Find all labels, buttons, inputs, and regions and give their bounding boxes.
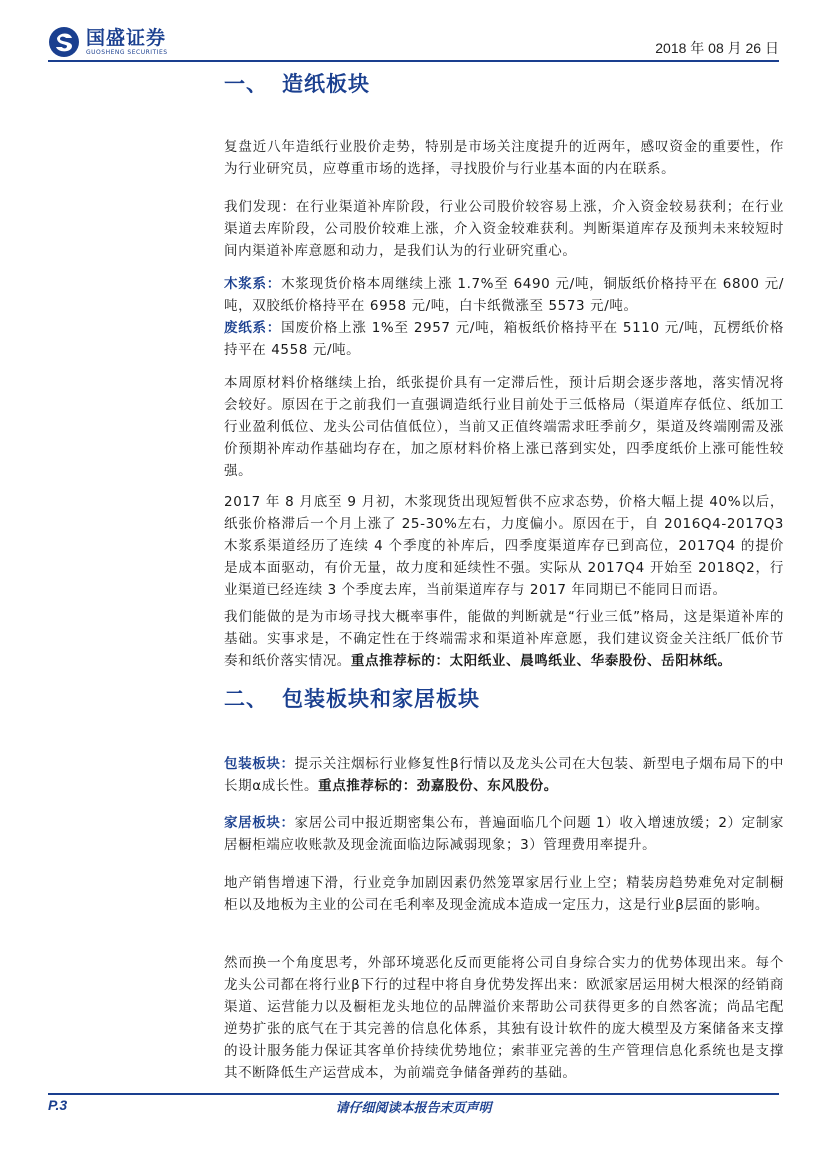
paragraph-packaging [224, 753, 784, 797]
section-2-number: 二、 [224, 687, 268, 711]
paragraph: 本周原材料价格继续上抬，纸张提价具有一定滞后性，预计后期会逐步落地，落实情况将会较好。原因在于之前我们一直强调造纸行业目前处于三低格局（渠道库存低位、纸加工行业盈利低位、龙头公司估值低位），当前又正值终端需求旺季前夕，渠道及终端刚需及涨价预期补库动作基础均存在，加之原材料价格上涨已落到实处，四季度纸价上涨可能性较强。 [224, 375, 784, 479]
paragraph: 地产销售增速下滑，行业竞争加剧因素仍然笼罩家居行业上空；精装房趋势难免对定制橱柜以及地板为主业的公司在毛利率及现金流成本造成一定压力，这是行业β层面的影响。 [224, 875, 784, 913]
waste-paper-text: 国废价格上涨 1%至 2957 元/吨，箱板纸价格持平在 5110 元/吨，瓦楞纸价格持平在 4558 元/吨。 [224, 320, 784, 358]
header-divider [48, 60, 779, 62]
logo-en-text: GUOSHENG SECURITIES [86, 49, 168, 56]
guosheng-logo-icon [48, 26, 80, 58]
paragraph: 我们发现：在行业渠道补库阶段，行业公司股价较容易上涨，介入资金较易获利；在行业渠道去库阶段，公司股价较难上涨，介入资金较难获利。判断渠道库存及预判未来较短时间内渠道补库意愿和动力，是我们认为的行业研究重心。 [224, 199, 784, 259]
company-logo [48, 26, 168, 58]
disclaimer-note: 请仔细阅读本报告末页声明 [335, 1101, 492, 1116]
footer-divider [48, 1093, 779, 1095]
waste-paper-lead: 废纸系： [224, 320, 282, 336]
logo-text: 国盛证券 [86, 27, 167, 49]
packaging-text: 提示关注烟标行业修复性β行情以及龙头公司在大包装、新型电子烟布局下的中长期α成长性。 [224, 756, 785, 794]
home-text: 家居公司中报近期密集公布，普遍面临几个问题 1）收入增速放缓；2）定制家居橱柜端应收账款及现金流面临边际减弱现象；3）管理费用率提升。 [224, 815, 784, 853]
packaging-lead: 包装板块： [224, 756, 295, 772]
paragraph: 复盘近八年造纸行业股价走势，特别是市场关注度提升的近两年，感叹资金的重要性，作为行业研究员，应尊重市场的选择，寻找股价与行业基本面的内在联系。 [224, 139, 784, 177]
section-1-heading: 造纸板块 [282, 72, 370, 96]
recommend-stocks: 重点推荐标的：太阳纸业、晨鸣纸业、华泰股份、岳阳林纸。 [350, 653, 732, 669]
home-lead: 家居板块： [224, 815, 295, 831]
report-date: 2018 年 08 月 26 日 [655, 40, 779, 56]
paragraph-pulp [224, 273, 784, 317]
page-number: P.3 [48, 1097, 68, 1113]
paragraph-home [224, 812, 784, 856]
section-1-title [224, 68, 370, 98]
section-2-title [224, 683, 480, 713]
paragraph: 2017 年 8 月底至 9 月初，木浆现货出现短暂供不应求态势，价格大幅上提 40%以后，纸张价格滞后一个月上涨了 25-30%左右，力度偏小。原因在于，自 2016Q4-2017Q3 木浆系渠道经历了连续 4 个季度的补库后，四季度渠道库存已到高位，2017Q4 的提价是成本面驱动，有价无量，故力度和延续性不强。实际从 2017Q4 开始至 2018Q2，行业渠道已经连续 3 个季度去库，当前渠道库存与 2017 年同期已不能同日而语。 [224, 494, 784, 598]
section-1-number: 一、 [224, 72, 268, 96]
paragraph-recommend [224, 606, 784, 672]
pulp-text: 木浆现货价格本周继续上涨 1.7%至 6490 元/吨，铜版纸价格持平在 6800 元/吨，双胶纸价格持平在 6958 元/吨，白卡纸微涨至 5573 元/吨。 [224, 276, 784, 314]
pulp-lead: 木浆系： [224, 276, 282, 292]
packaging-recommend: 重点推荐标的：劲嘉股份、东风股份。 [318, 778, 558, 794]
recommend-text: 我们能做的是为市场寻找大概率事件，能做的判断就是“行业三低”格局，这是渠道补库的基础。实事求是，不确定性在于终端需求和渠道补库意愿，我们建议资金关注纸厂低价节奏和纸价落实情况。 [224, 609, 784, 669]
section-2-heading: 包装板块和家居板块 [282, 687, 480, 711]
paragraph-waste-paper [224, 317, 784, 361]
paragraph: 然而换一个角度思考，外部环境恶化反而更能将公司自身综合实力的优势体现出来。每个龙头公司都在将行业β下行的过程中将自身优势发挥出来：欧派家居运用树大根深的经销商渠道、运营能力以及橱柜龙头地位的品牌溢价来帮助公司获得更多的自然客流；尚品宅配逆势扩张的底气在于其完善的信息化体系，其独有设计软件的庞大模型及方案储备来支撑的设计服务能力保证其客单价持续优势地位；索菲亚完善的生产管理信息化系统也是支撑其不断降低生产运营成本，为前端竞争储备弹药的基础。 [224, 955, 784, 1081]
